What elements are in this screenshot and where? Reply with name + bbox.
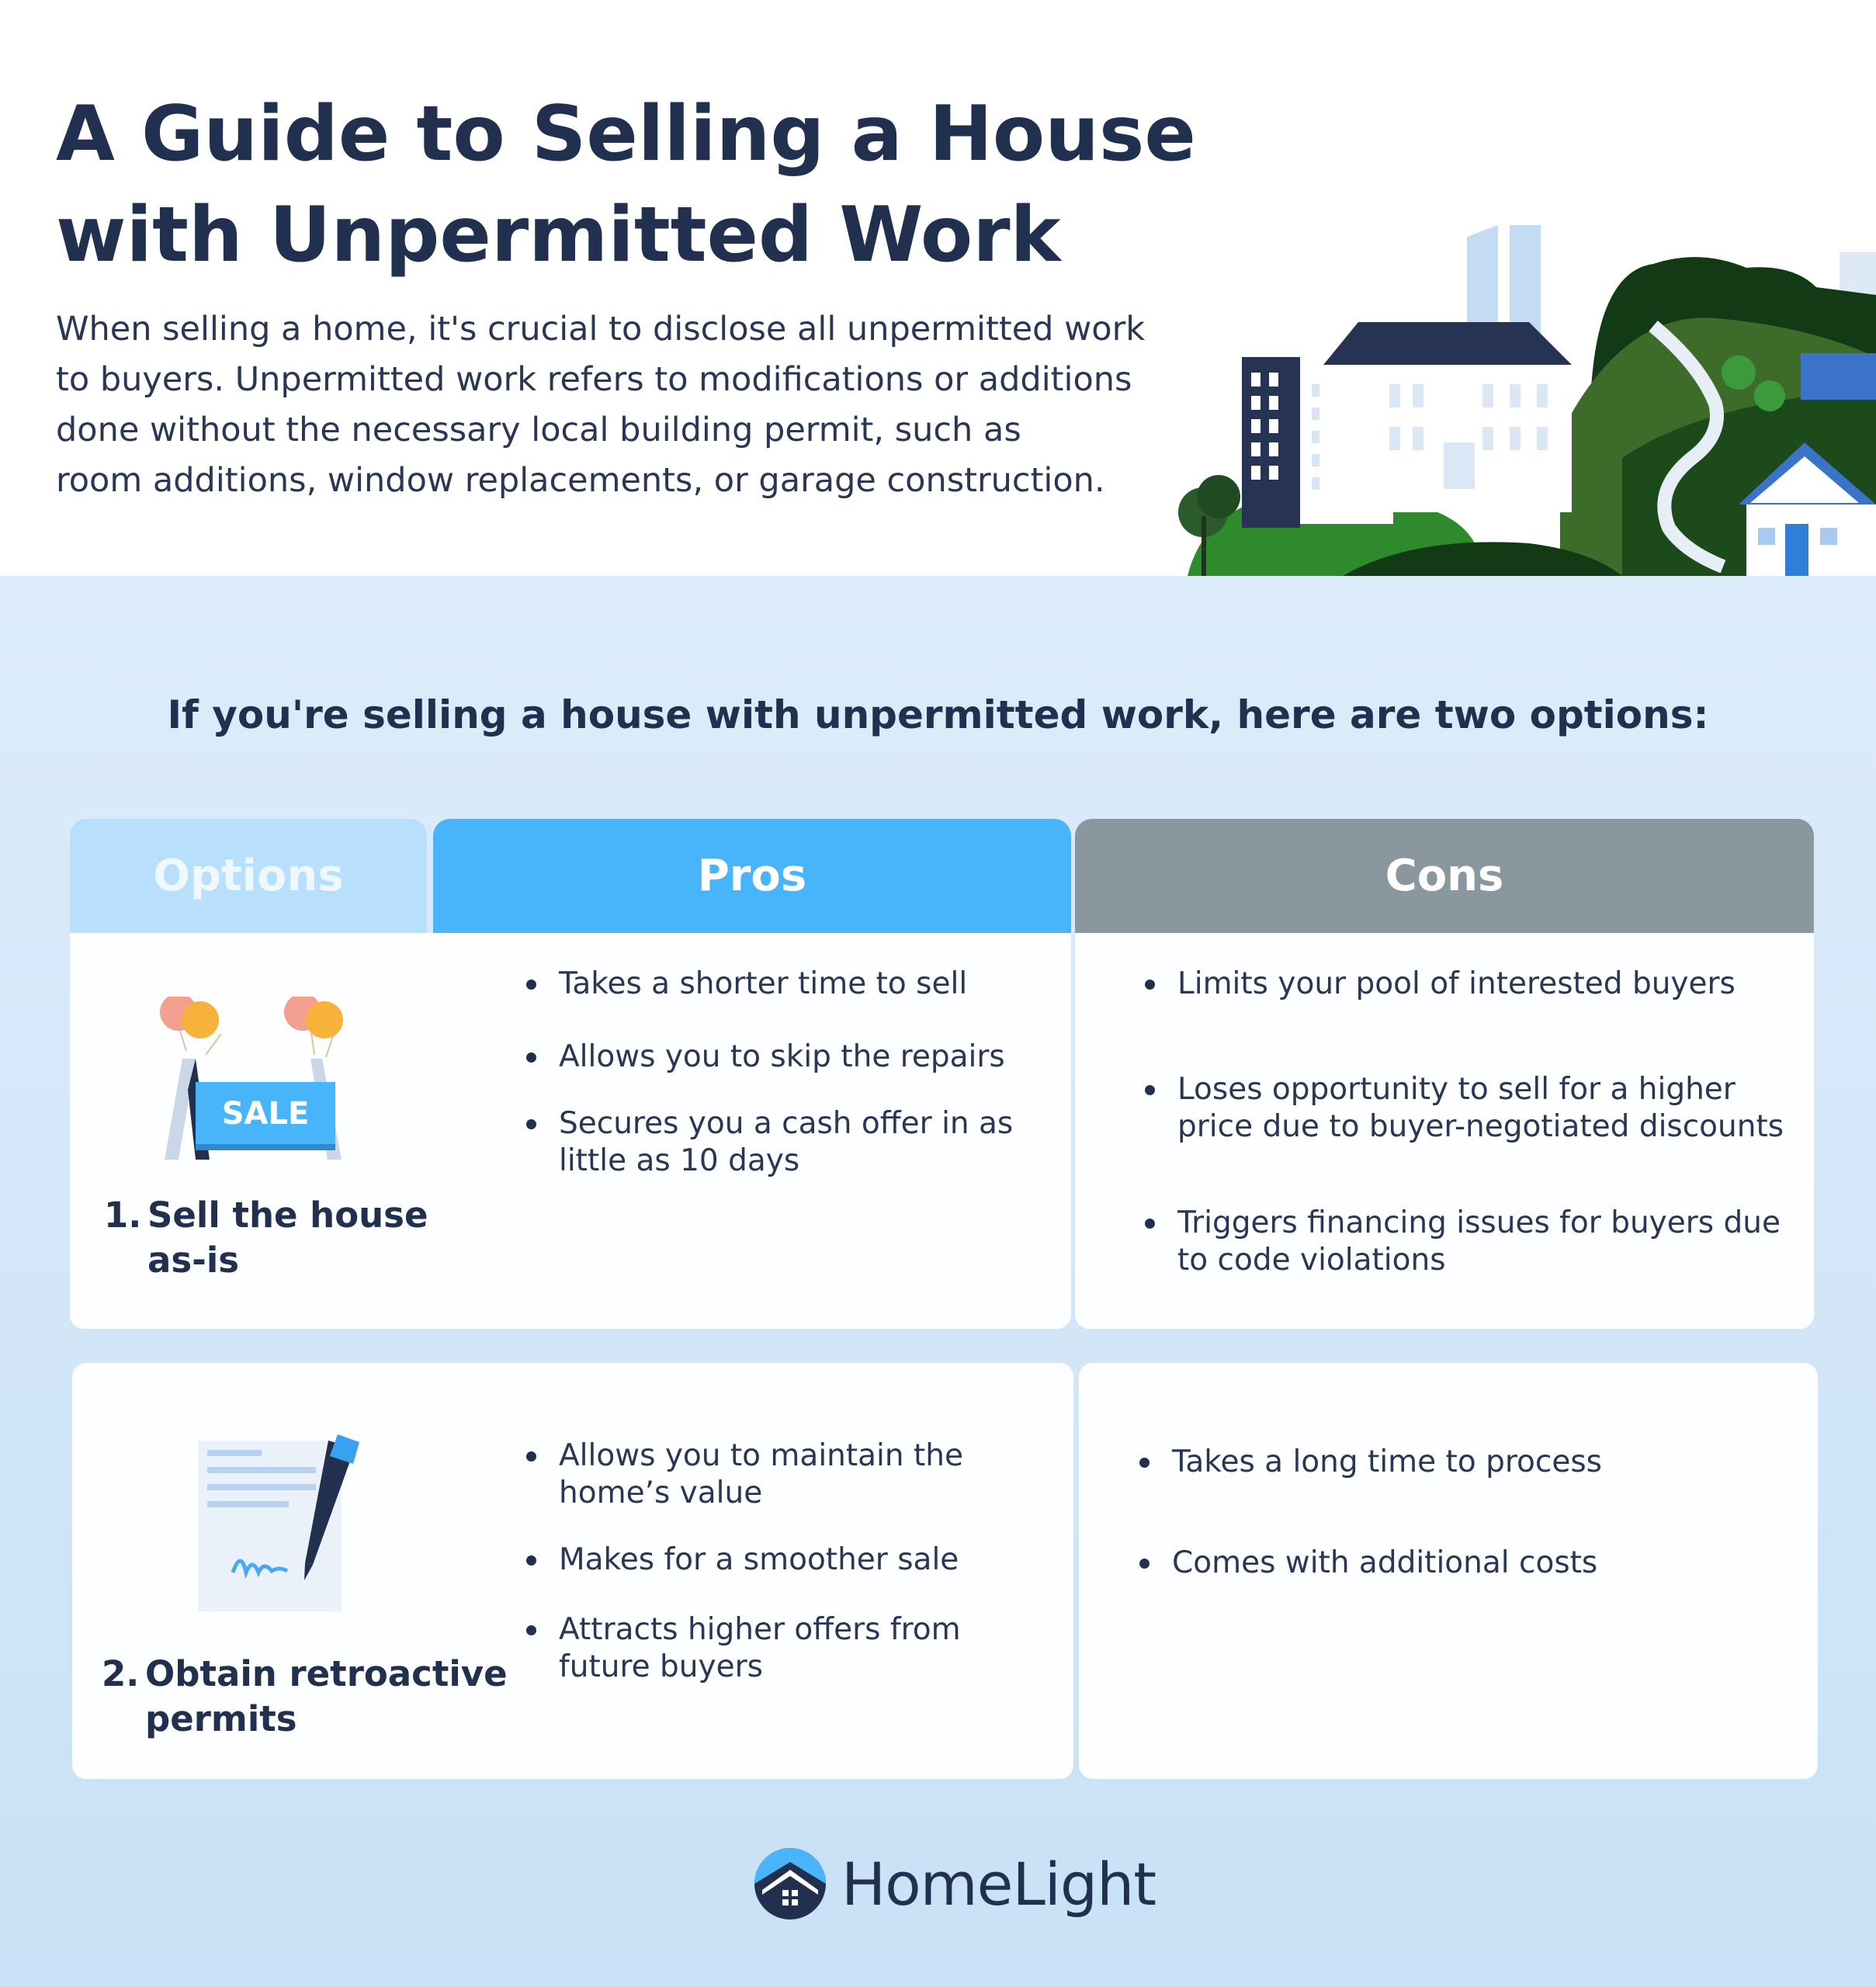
list-item: [526, 1437, 1054, 1512]
list-item: [1145, 1205, 1797, 1279]
list-item-text: Limits your pool of interested buyers: [1177, 966, 1736, 1001]
option-text-line: permits: [145, 1698, 297, 1739]
page-title: [56, 84, 1220, 286]
list-item-text: price due to buyer-negotiated discounts: [1177, 1109, 1784, 1144]
option-text: [145, 1652, 508, 1742]
row-1-cons-card: [1075, 933, 1814, 1329]
header-pros: Pros: [433, 819, 1071, 933]
list-item: [1145, 1071, 1797, 1146]
row-1-cons-list: [1145, 966, 1797, 1279]
list-item-text: Secures you a cash offer in as: [559, 1106, 1014, 1141]
list-item: [526, 966, 1054, 1003]
header-cons: Cons: [1075, 819, 1814, 933]
list-item-text: home’s value: [559, 1476, 763, 1510]
sale-sign-icon: [147, 997, 373, 1175]
option-2-label: [102, 1652, 508, 1742]
list-item-text: Makes for a smoother sale: [559, 1542, 959, 1577]
intro-line: room additions, window replacements, or garage construction.: [56, 461, 1105, 500]
signed-document-icon: [190, 1425, 392, 1611]
list-item-text: Loses opportunity to sell for a higher: [1177, 1072, 1736, 1107]
brand-name: HomeLight: [841, 1849, 1156, 1919]
homelight-house-icon: [753, 1847, 827, 1921]
intro-line: done without the necessary local building permit, such as: [56, 411, 1021, 449]
intro-line: When selling a home, it's crucial to disclose all unpermitted work: [56, 310, 1146, 349]
intro-line: to buyers. Unpermitted work refers to modifications or additions: [56, 360, 1132, 399]
option-text: [147, 1193, 428, 1283]
option-text-line: Obtain retroactive: [145, 1653, 508, 1694]
list-item: [1139, 1444, 1791, 1481]
list-item: [526, 1611, 1054, 1686]
row-2-pros-list: [526, 1437, 1054, 1686]
intro-paragraph: [56, 304, 1205, 506]
option-text-line: Sell the house: [147, 1195, 428, 1236]
header-options: Options: [70, 819, 427, 933]
option-number: 1.: [104, 1195, 142, 1236]
title-line-1: A Guide to Selling a House: [56, 90, 1196, 179]
title-line-2: with Unpermitted Work: [56, 191, 1061, 279]
options-section: [0, 576, 1876, 1987]
list-item: [1145, 966, 1797, 1003]
row-2-option-pros-card: [72, 1363, 1073, 1779]
list-item: [526, 1105, 1054, 1180]
section-subtitle: If you're selling a house with unpermitted work, here are two options:: [167, 692, 1709, 737]
list-item-text: Allows you to maintain the: [559, 1438, 964, 1473]
town-illustration: [1156, 210, 1876, 576]
list-item-text: Takes a shorter time to sell: [559, 966, 968, 1001]
option-number: 2.: [102, 1653, 140, 1694]
list-item-text: Comes with additional costs: [1172, 1545, 1598, 1580]
sale-sign-text: SALE: [221, 1096, 310, 1132]
option-1-label: [104, 1193, 428, 1283]
row-1-option-pros-card: [70, 933, 1071, 1329]
homelight-logo: [753, 1841, 1156, 1926]
list-item-text: Allows you to skip the repairs: [559, 1039, 1005, 1074]
row-1-pros-list: [526, 966, 1054, 1180]
list-item-text: future buyers: [559, 1649, 763, 1684]
list-item-text: Attracts higher offers from: [559, 1612, 961, 1647]
header: [0, 0, 1876, 576]
list-item-text: Takes a long time to process: [1172, 1444, 1602, 1479]
list-item-text: little as 10 days: [559, 1143, 800, 1178]
list-item-text: Triggers financing issues for buyers due: [1177, 1205, 1781, 1240]
list-item: [526, 1541, 1054, 1579]
row-2-cons-card: [1079, 1363, 1818, 1779]
option-text-line: as-is: [147, 1240, 240, 1281]
list-item-text: to code violations: [1177, 1243, 1446, 1278]
row-2-cons-list: [1139, 1444, 1791, 1582]
list-item: [1139, 1545, 1791, 1582]
list-item: [526, 1039, 1054, 1076]
